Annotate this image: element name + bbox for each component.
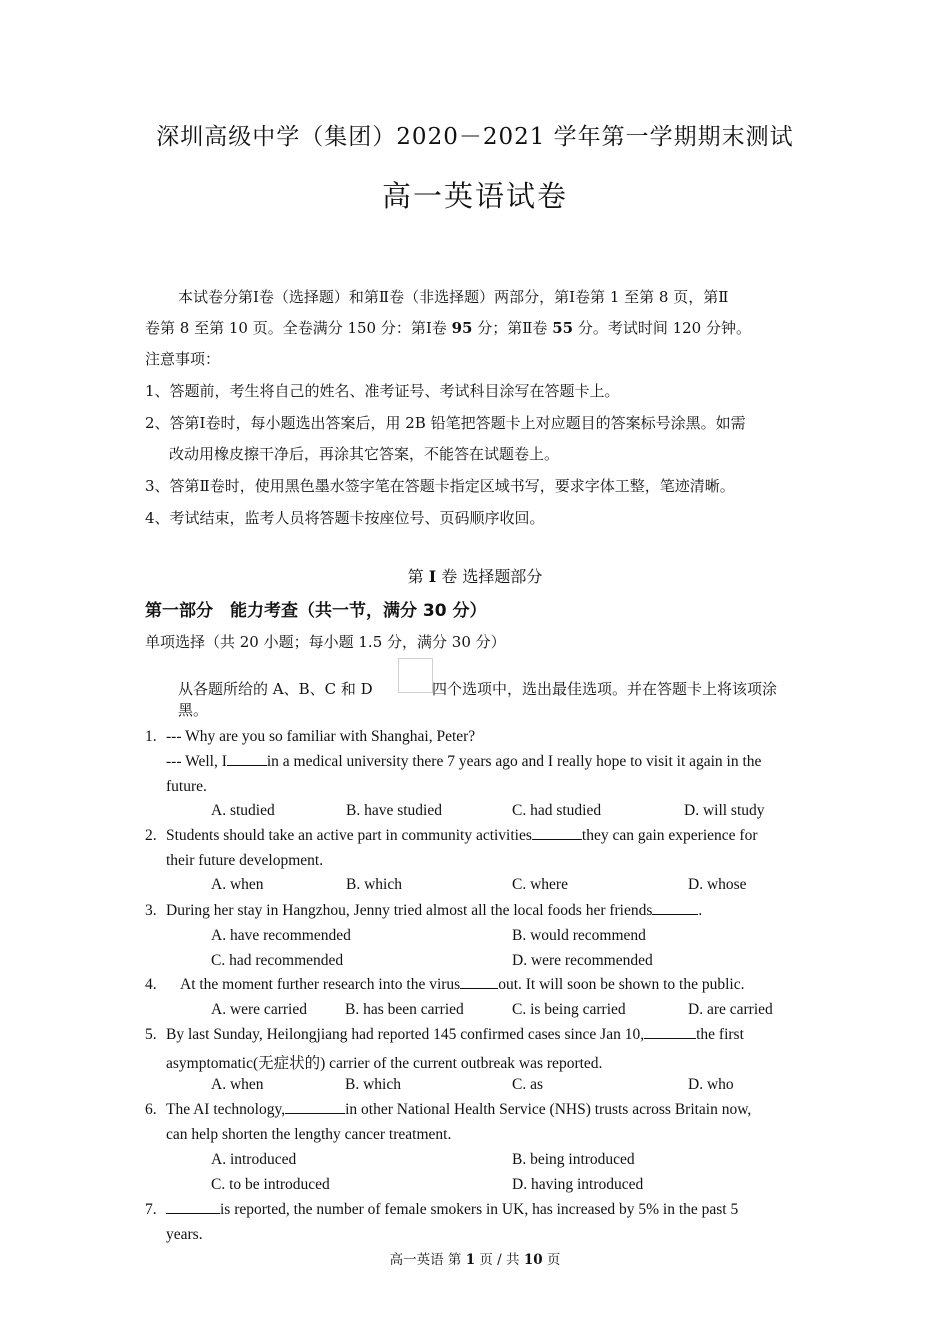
- q5-text: By last Sunday, Heilongjiang had reported 145 confirmed cases since Jan 10,: [166, 1026, 645, 1043]
- q5-number: 5.: [145, 1026, 157, 1043]
- q2-number: 2.: [145, 827, 157, 844]
- q2-text: Students should take an active part in community activities: [166, 827, 532, 844]
- q4-text: out. It will soon be shown to the public.: [498, 976, 745, 993]
- q4-line: [180, 976, 744, 994]
- option-d: D. having introduced: [512, 1176, 644, 1193]
- footer-text: 高一英语 第: [389, 1252, 466, 1268]
- page-number: 1: [465, 1252, 476, 1268]
- footer-text: 页 / 共: [475, 1252, 524, 1268]
- notice-2-cont: 改动用橡皮擦干净后，再涂其它答案，不能答在试题卷上。: [169, 445, 560, 463]
- option-d: D. whose: [688, 876, 747, 893]
- part2-score: 55: [552, 319, 574, 337]
- q4-number: 4.: [145, 976, 157, 993]
- page-total: 10: [523, 1252, 543, 1268]
- answer-blank: [227, 753, 267, 766]
- option-a: A. studied: [211, 802, 275, 819]
- q6-text: The AI technology,: [166, 1101, 286, 1118]
- section-title: [0, 564, 950, 587]
- exam-subtitle: 高一英语试卷: [381, 179, 568, 213]
- intro-text: 分；第Ⅱ卷: [472, 319, 553, 337]
- notice-4: 4、考试结束，监考人员将答题卡按座位号、页码顺序收回。: [145, 509, 545, 527]
- answer-blank: [532, 827, 582, 840]
- option-b: B. which: [346, 876, 402, 893]
- q6-line: can help shorten the lengthy cancer treatment.: [166, 1126, 452, 1143]
- option-b: B. being introduced: [512, 1151, 635, 1168]
- q3-line: [166, 902, 702, 920]
- answer-blank: [652, 902, 698, 915]
- q5-text: the first: [696, 1026, 744, 1043]
- option-c: C. is being carried: [512, 1001, 626, 1018]
- option-d: D. were recommended: [512, 952, 653, 969]
- q3-text: .: [698, 902, 703, 919]
- section-title-text: 卷 选择题部分: [436, 567, 543, 586]
- part-heading: 第一部分 能力考查（共一节，满分 30 分）: [145, 601, 487, 621]
- q1-line: [166, 753, 761, 771]
- option-c: C. had recommended: [211, 952, 344, 969]
- option-b: B. would recommend: [512, 927, 646, 944]
- answer-blank: [460, 976, 498, 989]
- q2-text: they can gain experience for: [581, 827, 758, 844]
- section-roman: I: [428, 567, 437, 586]
- q3-text: During her stay in Hangzhou, Jenny tried almost all the local foods her friends: [166, 902, 653, 919]
- intro-text: 分。考试时间 120 分钟。: [573, 319, 751, 337]
- q4-text: At the moment further research into the virus: [180, 976, 461, 993]
- q7-line: years.: [166, 1226, 203, 1243]
- section-title-text: 第: [407, 567, 429, 586]
- q1-text: in a medical university there 7 years ago and I really hope to visit it again in the: [266, 753, 762, 770]
- q5-line: [166, 1026, 744, 1044]
- instruction-c: 黑。: [178, 701, 209, 719]
- q2-line: [166, 827, 757, 845]
- option-b: B. which: [345, 1076, 401, 1093]
- option-a: A. when: [211, 876, 264, 893]
- q1-line: future.: [166, 778, 207, 795]
- option-d: D. are carried: [688, 1001, 773, 1018]
- placeholder-box: [398, 658, 433, 693]
- option-b: B. have studied: [346, 802, 442, 819]
- q6-number: 6.: [145, 1101, 157, 1118]
- intro-text: 卷第 8 至第 10 页。全卷满分 150 分：第Ⅰ卷: [145, 319, 452, 337]
- q7-line: [166, 1201, 738, 1219]
- q3-number: 3.: [145, 902, 157, 919]
- option-a: A. when: [211, 1076, 264, 1093]
- q5-line: asymptomatic(无症状的) carrier of the current outbreak was reported.: [166, 1055, 603, 1072]
- q1-text: --- Well, I: [166, 753, 227, 770]
- instruction-a: 从各题所给的 A、B、C 和 D: [178, 680, 373, 698]
- option-b: B. has been carried: [345, 1001, 464, 1018]
- notice-1: 1、答题前，考生将自己的姓名、准考证号、考试科目涂写在答题卡上。: [145, 382, 620, 400]
- q6-text: in other National Health Service (NHS) trusts across Britain now,: [345, 1101, 752, 1118]
- intro-line-1: 本试卷分第Ⅰ卷（选择题）和第Ⅱ卷（非选择题）两部分，第Ⅰ卷第 1 至第 8 页，第Ⅱ: [178, 288, 729, 306]
- notice-label: 注意事项：: [145, 350, 221, 368]
- q6-line: [166, 1101, 751, 1119]
- option-c: C. where: [512, 876, 568, 893]
- option-d: D. who: [688, 1076, 734, 1093]
- answer-blank: [285, 1101, 345, 1114]
- option-c: C. as: [512, 1076, 543, 1093]
- part1-score: 95: [451, 319, 473, 337]
- single-choice-heading: 单项选择（共 20 小题；每小题 1.5 分，满分 30 分）: [145, 633, 506, 651]
- intro-line-2: [145, 317, 751, 338]
- option-c: C. had studied: [512, 802, 602, 819]
- option-a: A. were carried: [211, 1001, 307, 1018]
- option-a: A. introduced: [211, 1151, 297, 1168]
- page-footer: [0, 1248, 950, 1268]
- q2-line: their future development.: [166, 852, 324, 869]
- q1-number: 1.: [145, 728, 157, 745]
- q7-number: 7.: [145, 1201, 157, 1218]
- option-d: D. will study: [684, 802, 765, 819]
- option-c: C. to be introduced: [211, 1176, 330, 1193]
- notice-3: 3、答第Ⅱ卷时，使用黑色墨水签字笔在答题卡指定区域书写，要求字体工整，笔迹清晰。: [145, 477, 735, 495]
- instruction-b: 四个选项中，选出最佳选项。并在答题卡上将该项涂: [432, 680, 778, 698]
- q1-line: --- Why are you so familiar with Shanghai, Peter?: [166, 728, 476, 745]
- q7-text: is reported, the number of female smokers in UK, has increased by 5% in the past 5: [220, 1201, 739, 1218]
- answer-blank: [166, 1201, 220, 1214]
- notice-2: 2、答第Ⅰ卷时，每小题选出答案后，用 2B 铅笔把答题卡上对应题目的答案标号涂黑。如需: [145, 414, 746, 432]
- option-a: A. have recommended: [211, 927, 351, 944]
- answer-blank: [644, 1026, 696, 1039]
- footer-text: 页: [542, 1252, 561, 1268]
- exam-title: 深圳高级中学（集团）2020－2021 学年第一学期期末测试: [156, 124, 794, 150]
